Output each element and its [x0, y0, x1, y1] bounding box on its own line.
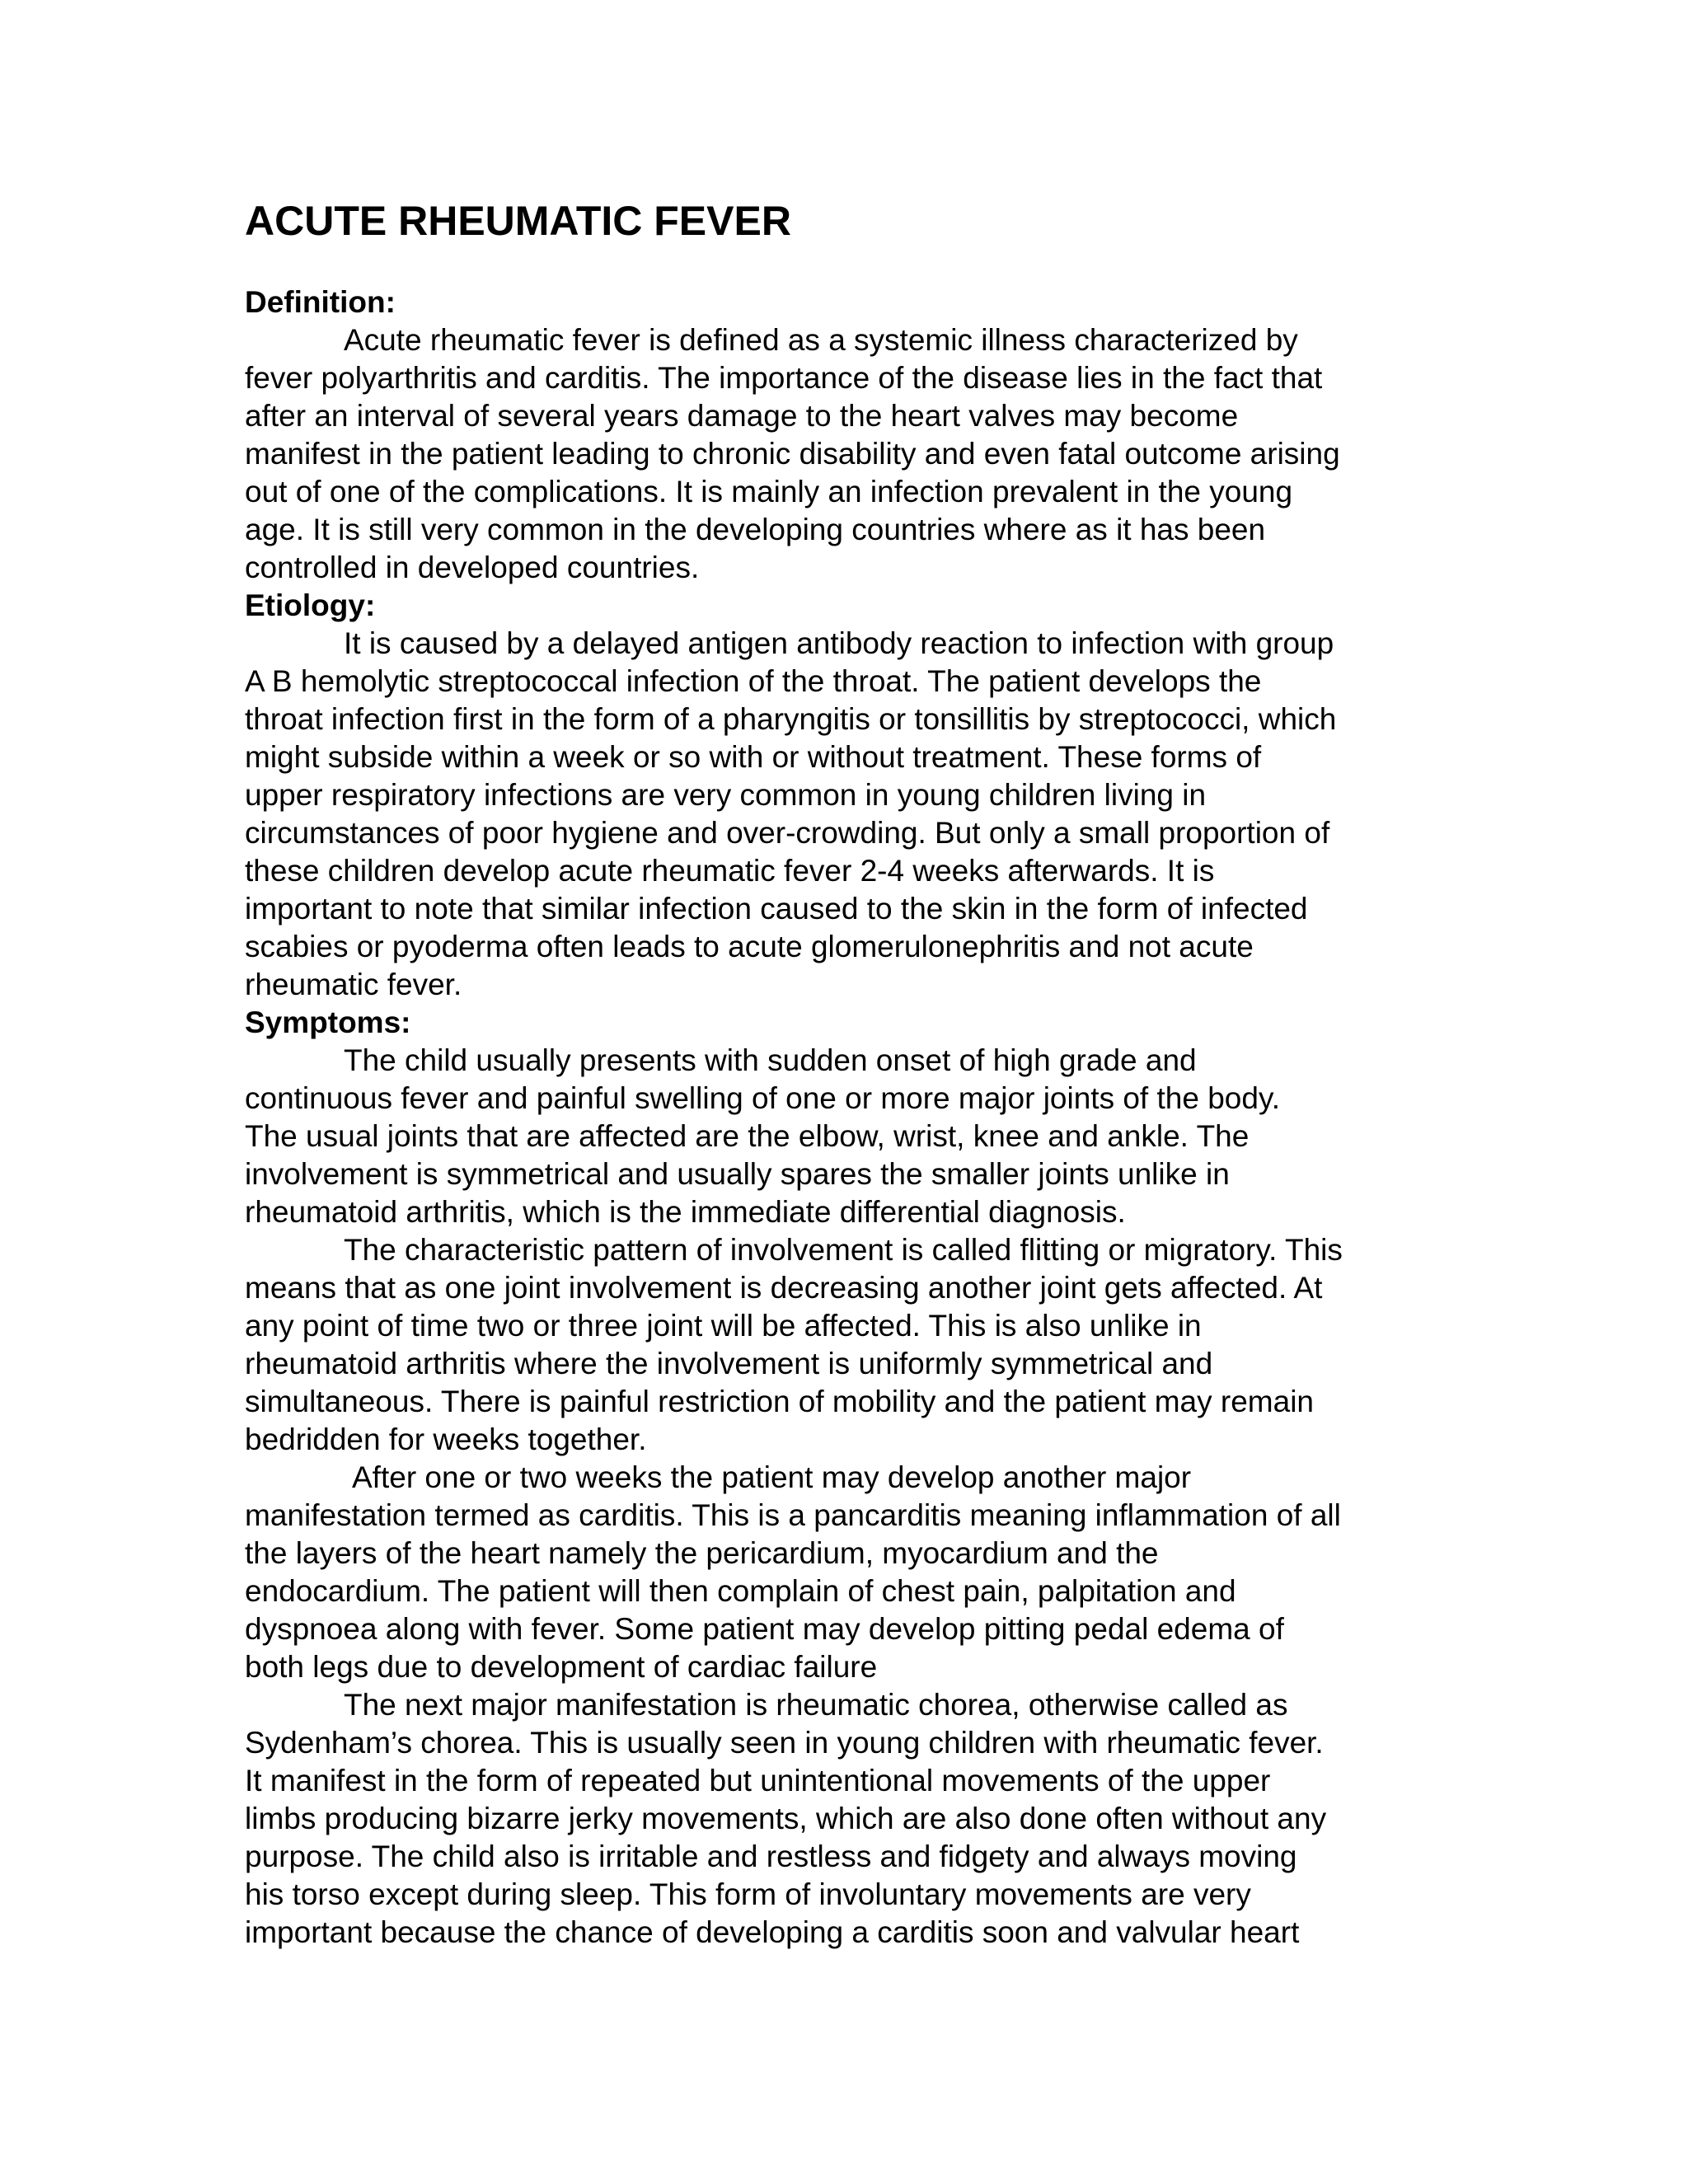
text-line: the layers of the heart namely the pericardium, myocardium and the	[245, 1536, 1159, 1570]
section-symptoms	[245, 1004, 1448, 1952]
text-line: means that as one joint involvement is decreasing another joint gets affected. At	[245, 1271, 1323, 1305]
text-line: endocardium. The patient will then complain of chest pain, palpitation and	[245, 1574, 1236, 1608]
text-line: these children develop acute rheumatic fever 2-4 weeks afterwards. It is	[245, 854, 1215, 888]
text-line: Acute rheumatic fever is defined as a systemic illness characterized by	[344, 323, 1298, 357]
text-line: might subside within a week or so with or without treatment. These forms of	[245, 740, 1262, 774]
document-content	[245, 196, 1448, 1952]
paragraph	[245, 625, 1448, 1004]
section-definition	[245, 284, 1448, 587]
text-line: It manifest in the form of repeated but unintentional movements of the upper	[245, 1764, 1271, 1797]
text-line: after an interval of several years damage to the heart valves may become	[245, 399, 1239, 433]
text-line: rheumatoid arthritis, which is the immediate differential diagnosis.	[245, 1195, 1126, 1229]
section-etiology	[245, 587, 1448, 1004]
document-title: ACUTE RHEUMATIC FEVER	[245, 198, 791, 244]
text-line: out of one of the complications. It is mainly an infection prevalent in the young	[245, 475, 1293, 509]
text-line: purpose. The child also is irritable and restless and fidgety and always moving	[245, 1840, 1297, 1873]
text-line: rheumatic fever.	[245, 968, 462, 1001]
section-heading-etiology: Etiology:	[245, 588, 376, 622]
text-line: limbs producing bizarre jerky movements, which are also done often without any	[245, 1802, 1327, 1835]
paragraph	[245, 1231, 1448, 1459]
text-line: After one or two weeks the patient may develop another major	[352, 1460, 1192, 1494]
text-line: The characteristic pattern of involvement is called flitting or migratory. This	[344, 1233, 1343, 1267]
text-line: throat infection first in the form of a pharyngitis or tonsillitis by streptococci, which	[245, 702, 1337, 736]
text-line: manifestation termed as carditis. This is a pancarditis meaning inflammation of all	[245, 1498, 1341, 1532]
text-line: bedridden for weeks together.	[245, 1422, 647, 1456]
paragraph	[245, 1459, 1448, 1686]
text-line: A B hemolytic streptococcal infection of the throat. The patient develops the	[245, 664, 1262, 698]
text-line: controlled in developed countries.	[245, 551, 700, 584]
text-line: It is caused by a delayed antigen antibody reaction to infection with group	[344, 626, 1334, 660]
text-line: his torso except during sleep. This form of involuntary movements are very	[245, 1877, 1251, 1911]
text-line: involvement is symmetrical and usually spares the smaller joints unlike in	[245, 1157, 1230, 1191]
paragraph	[245, 1042, 1448, 1231]
text-line: circumstances of poor hygiene and over-crowding. But only a small proportion of	[245, 816, 1330, 850]
text-line: fever polyarthritis and carditis. The importance of the disease lies in the fact that	[245, 361, 1323, 395]
text-line: simultaneous. There is painful restriction of mobility and the patient may remain	[245, 1385, 1315, 1418]
text-line: The usual joints that are affected are the elbow, wrist, knee and ankle. The	[245, 1119, 1250, 1153]
text-line: important to note that similar infection caused to the skin in the form of infected	[245, 892, 1308, 926]
text-line: dyspnoea along with fever. Some patient may develop pitting pedal edema of	[245, 1612, 1284, 1646]
text-line: both legs due to development of cardiac failure	[245, 1650, 878, 1684]
section-heading-definition: Definition:	[245, 285, 396, 319]
text-line: The child usually presents with sudden onset of high grade and	[344, 1043, 1197, 1077]
paragraph	[245, 1686, 1448, 1952]
paragraph	[245, 321, 1448, 587]
text-line: continuous fever and painful swelling of one or more major joints of the body.	[245, 1081, 1280, 1115]
text-line: any point of time two or three joint will be affected. This is also unlike in	[245, 1309, 1202, 1343]
text-line: important because the chance of developing a carditis soon and valvular heart	[245, 1915, 1300, 1949]
text-line: upper respiratory infections are very common in young children living in	[245, 778, 1207, 812]
section-heading-symptoms: Symptoms:	[245, 1005, 411, 1039]
text-line: age. It is still very common in the developing countries where as it has been	[245, 513, 1266, 546]
text-line: rheumatoid arthritis where the involvement is uniformly symmetrical and	[245, 1347, 1213, 1380]
text-line: The next major manifestation is rheumatic chorea, otherwise called as	[344, 1688, 1288, 1722]
text-line: scabies or pyoderma often leads to acute glomerulonephritis and not acute	[245, 930, 1254, 963]
text-line: Sydenham’s chorea. This is usually seen in young children with rheumatic fever.	[245, 1726, 1324, 1760]
text-line: manifest in the patient leading to chronic disability and even fatal outcome arising	[245, 437, 1340, 471]
